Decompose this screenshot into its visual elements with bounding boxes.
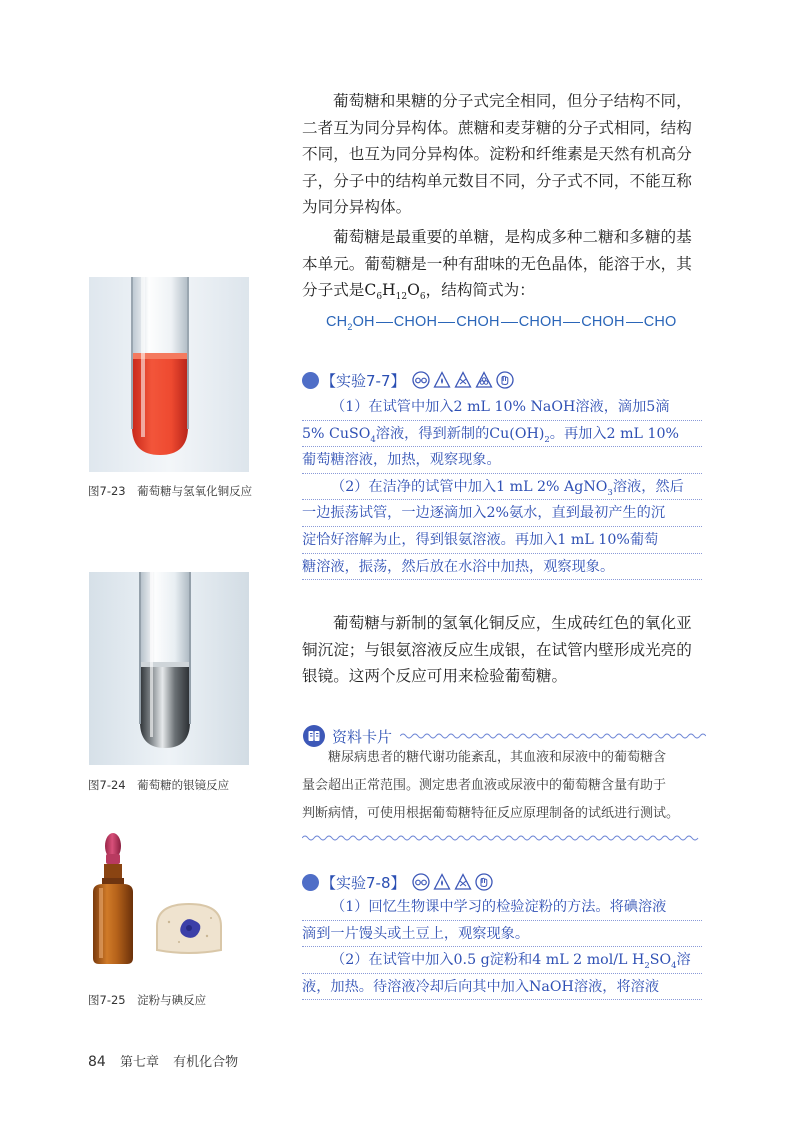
step-line: 淀恰好溶解为止，得到银氨溶液。再加入1 mL 10%葡萄 xyxy=(302,527,702,554)
text-line-formula: 分子式是$C_6H_{12}O_6$，结构简式为： xyxy=(302,281,535,303)
card-line: 量会超出正常范围。测定患者血液或尿液中的葡萄糖含量有助于 xyxy=(302,778,667,793)
glucose-structural-formula: $CH_2OH$ CHOH CHOH CHOH CHOH CHO xyxy=(326,314,677,332)
flame-icon xyxy=(454,873,472,891)
text-line: 银镜。这两个反应可用来检验葡萄糖。 xyxy=(302,667,568,685)
iodine-starch-photo xyxy=(89,826,249,976)
text-line: 葡萄糖和果糖的分子式完全相同，但分子结构不同， xyxy=(333,92,692,110)
step-line: 液，加热。待溶液冷却后向其中加入NaOH溶液，将溶液 xyxy=(302,974,702,1001)
bond-line xyxy=(626,322,643,323)
paragraph-isomers xyxy=(302,88,702,221)
bond-line xyxy=(376,322,393,323)
step-line: 一边振荡试管，一边逐滴加入2%氨水，直到最初产生的沉 xyxy=(302,500,702,527)
bond-line xyxy=(438,322,455,323)
experiment-7-8-header xyxy=(302,870,496,894)
info-card-title: 资料卡片 xyxy=(332,727,393,746)
chapter-label: 第七章 xyxy=(119,1055,159,1070)
goggles-icon xyxy=(412,873,430,891)
step-line: （2）在试管中加入0.5 g淀粉和4 mL 2 mol/L $H_2SO_4$溶 xyxy=(302,947,702,974)
bullet-dot-icon xyxy=(302,372,319,389)
experiment-7-8-title: 【实验7-8】 xyxy=(321,873,406,892)
heat-icon xyxy=(433,873,451,891)
bond-line xyxy=(563,322,580,323)
wash-hands-icon xyxy=(496,371,514,389)
text-line: 葡萄糖是最重要的单糖，是构成多种二糖和多糖的基 xyxy=(333,228,692,246)
paragraph-glucose xyxy=(302,224,702,311)
wavy-divider xyxy=(400,731,706,741)
figure-7-24-caption: 图7-24 葡萄糖的银镜反应 xyxy=(88,778,230,792)
card-line: 糖尿病患者的糖代谢功能紊乱，其血液和尿液中的葡萄糖含 xyxy=(328,750,667,765)
heat-icon xyxy=(433,371,451,389)
step-line: （1）回忆生物课中学习的检验淀粉的方法。将碘溶液 xyxy=(302,894,702,921)
step-line: 糖溶液，振荡，然后放在水浴中加热，观察现象。 xyxy=(302,554,702,581)
figure-7-23 xyxy=(89,277,249,472)
wash-hands-icon xyxy=(475,873,493,891)
bullet-dot-icon xyxy=(302,874,319,891)
figure-7-25-caption: 图7-25 淀粉与碘反应 xyxy=(88,993,207,1007)
text-line: 二者互为同分异构体。蔗糖和麦芽糖的分子式相同，结构 xyxy=(302,118,692,137)
text-line: 不同，也互为同分异构体。淀粉和纤维素是天然有机高分 xyxy=(302,145,692,163)
figure-7-23-caption: 图7-23 葡萄糖与氢氧化铜反应 xyxy=(88,484,253,498)
text-line: 子，分子中的结构单元数目不同，分子式不同，不能互称 xyxy=(302,171,692,190)
text-line: 本单元。葡萄糖是一种有甜味的无色晶体，能溶于水，其 xyxy=(302,254,692,273)
figure-7-24 xyxy=(89,572,249,765)
bond-line xyxy=(501,322,518,323)
info-card-body xyxy=(302,744,702,828)
test-tube-red-photo xyxy=(89,277,249,472)
flame-icon xyxy=(454,371,472,389)
test-tube-silver-photo xyxy=(89,572,249,765)
corrosive-icon xyxy=(475,371,493,389)
page-footer xyxy=(88,1051,248,1070)
experiment-7-7-steps xyxy=(302,394,702,580)
step-line: （1）在试管中加入2 mL 10% NaOH溶液，滴加5滴 xyxy=(302,394,702,421)
experiment-7-7-header xyxy=(302,368,517,392)
text-line: 为同分异构体。 xyxy=(302,198,412,216)
card-line: 判断病情，可使用根据葡萄糖特征反应原理制备的试纸进行测试。 xyxy=(302,806,680,821)
wavy-divider-bottom xyxy=(302,833,702,843)
text-line: 葡萄糖与新制的氢氧化铜反应，生成砖红色的氧化亚 xyxy=(333,614,692,632)
step-line: 葡萄糖溶液，加热，观察现象。 xyxy=(302,447,702,474)
step-line: 5% CuSO$_4$溶液，得到新制的$Cu(OH)_2$。再加入2 mL 10% xyxy=(302,421,702,448)
step-line: 滴到一片馒头或土豆上，观察现象。 xyxy=(302,921,702,948)
goggles-icon xyxy=(412,371,430,389)
experiment-7-8-steps xyxy=(302,894,702,1000)
step-line: （2）在洁净的试管中加入1 mL 2% AgNO$_3$溶液，然后 xyxy=(302,474,702,501)
text-line: 铜沉淀；与银氨溶液反应生成银，在试管内壁形成光亮的 xyxy=(302,640,692,659)
experiment-7-7-title: 【实验7-7】 xyxy=(321,371,406,390)
paragraph-reactions xyxy=(302,610,702,690)
figure-7-25 xyxy=(89,826,249,976)
page-number: 84 xyxy=(88,1054,106,1070)
chapter-title: 有机化合物 xyxy=(173,1055,239,1070)
